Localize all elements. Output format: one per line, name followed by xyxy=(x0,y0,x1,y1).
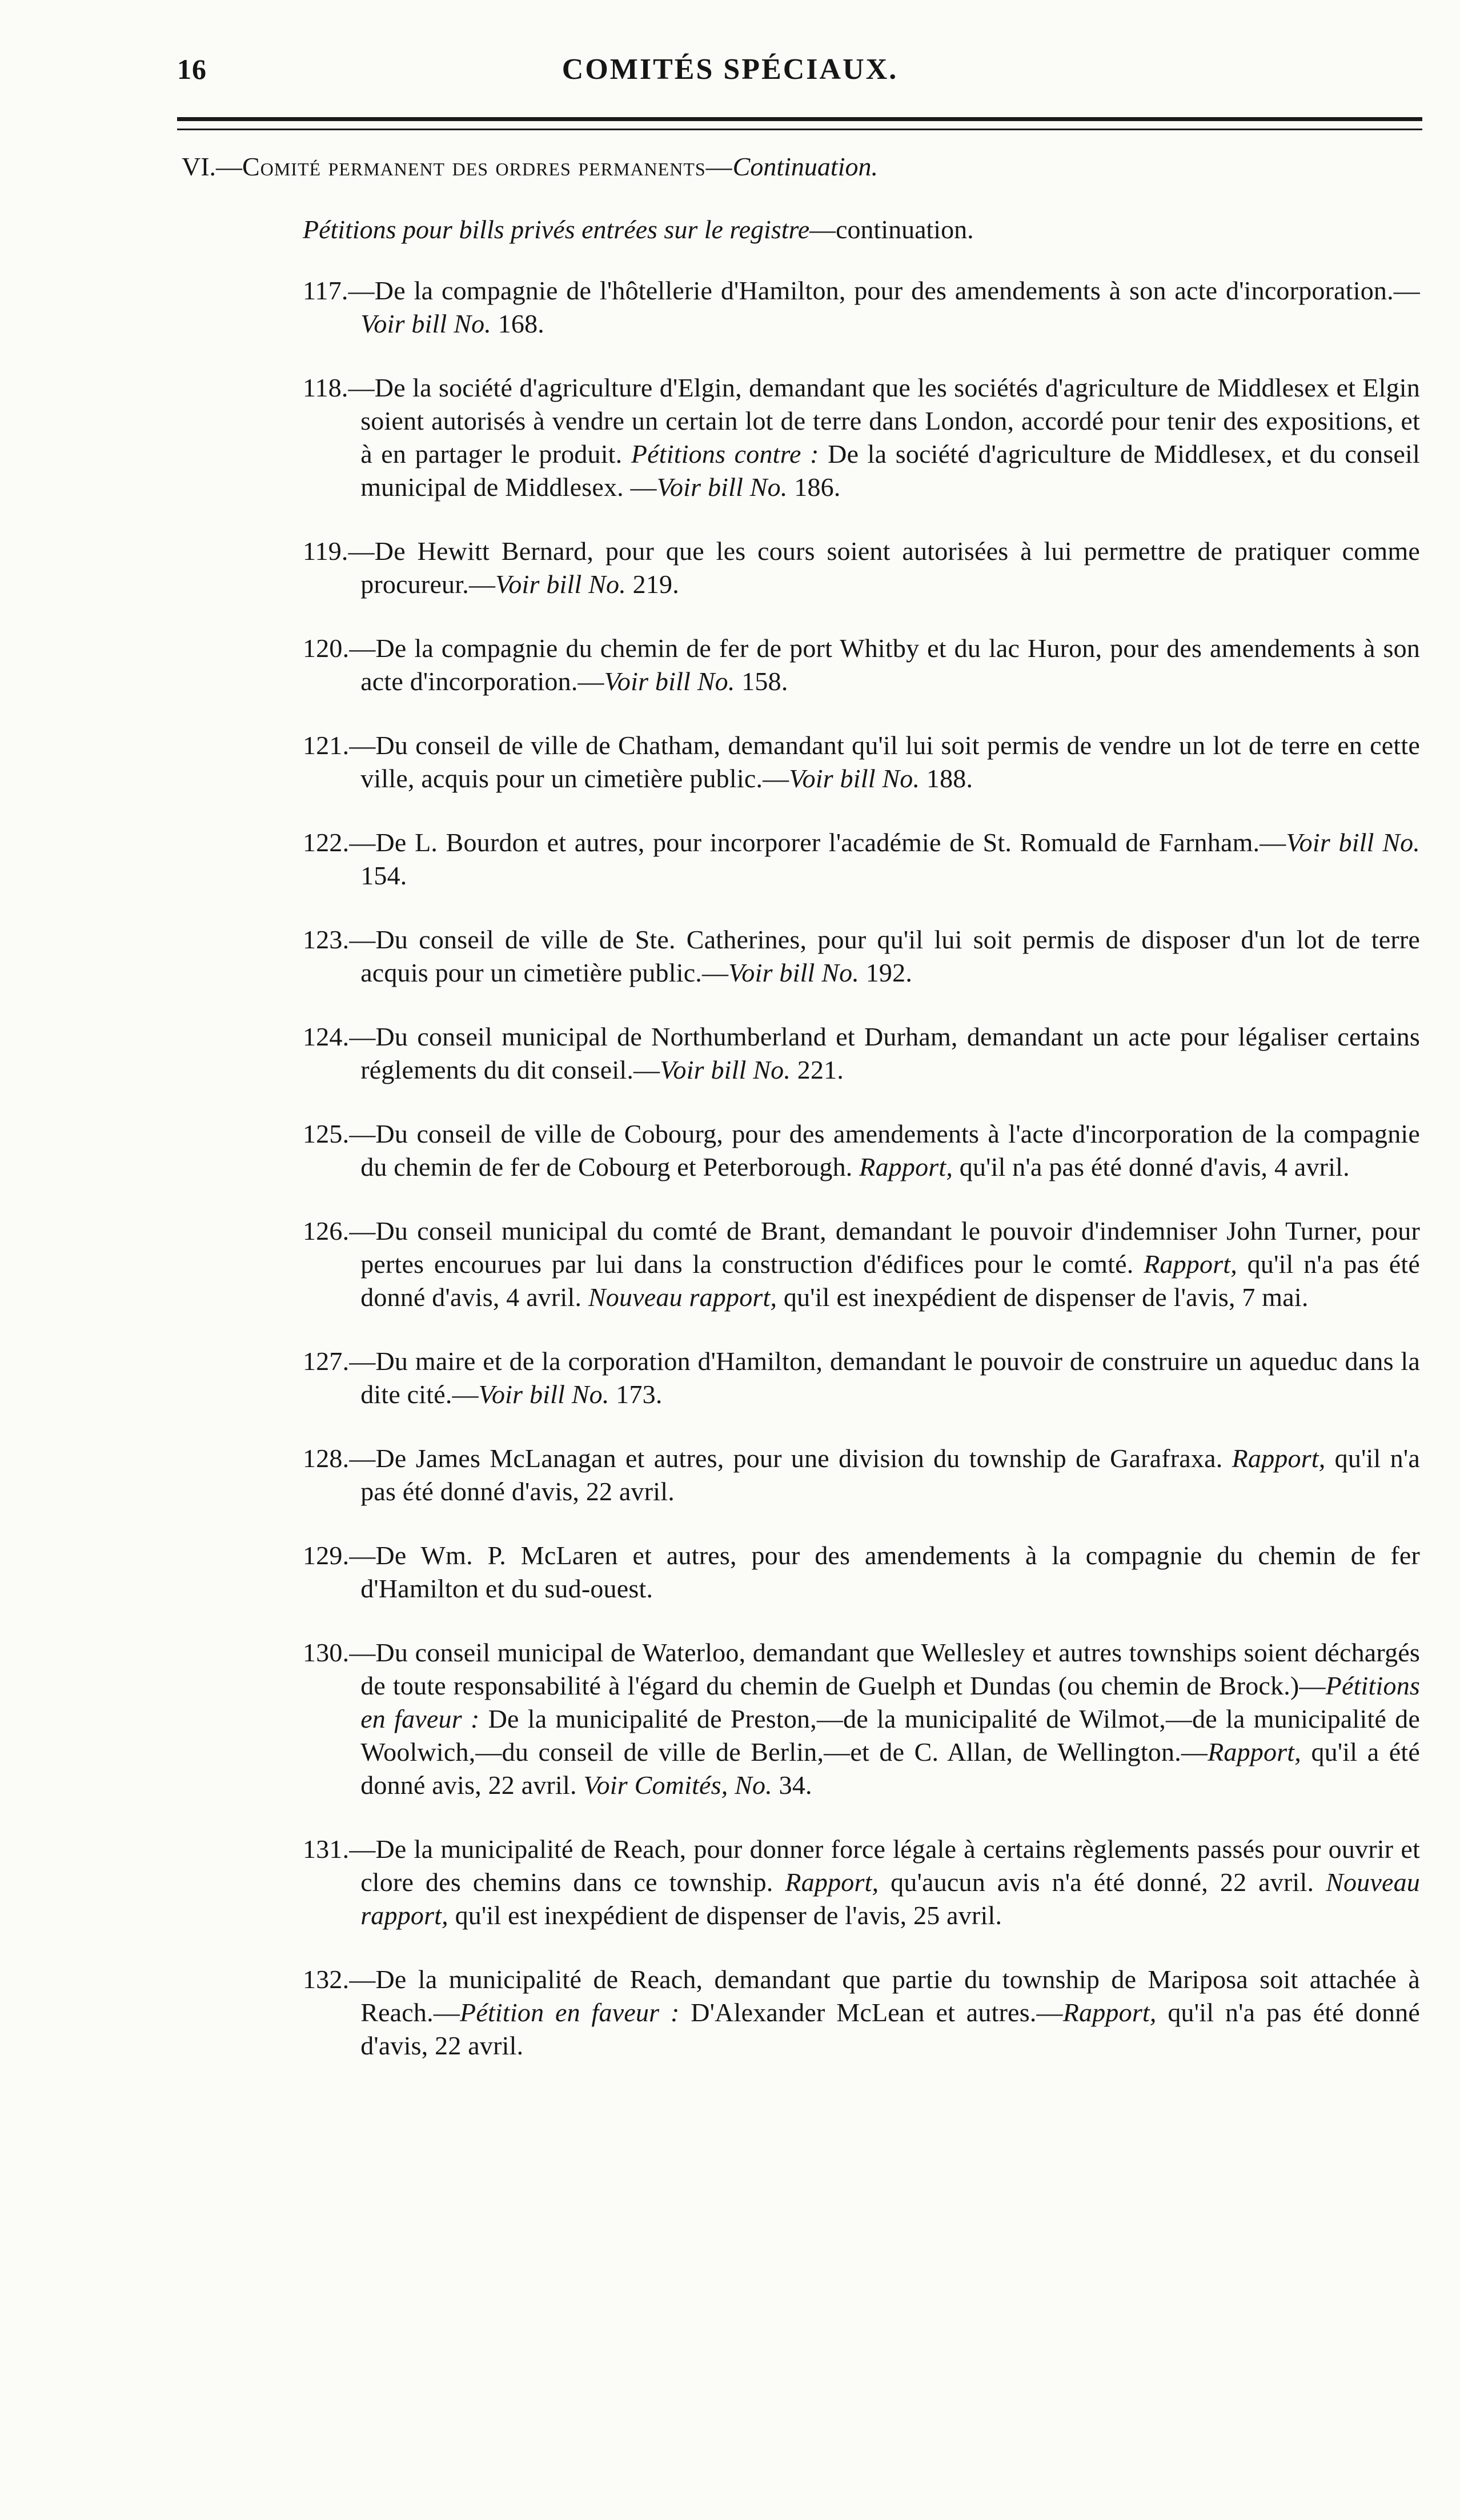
petition-text: —Du conseil municipal du comté de Brant, demandant le pouvoir d'indemniser John Turner, pour pertes encourues par lui dans la construction d'édifices pour le comté. xyxy=(349,1216,1420,1279)
petition-text: —De Wm. P. McLaren et autres, pour des amendements à la compagnie du chemin de fer d'Hamilton et du sud-ouest. xyxy=(349,1541,1420,1603)
petition-text-italic: Voir bill No. xyxy=(604,667,735,696)
petition-text: —De la société d'agriculture d'Elgin, demandant que les sociétés d'agriculture de Middlesex et Elgin soient autorisés à vendre un certain lot de terre dans London, accordé pour tenir des expositions, et à en partager le produit. xyxy=(348,373,1420,468)
section-heading xyxy=(182,150,1421,184)
petition-text-italic: Voir bill No. xyxy=(728,958,860,987)
petition-text-italic: Voir bill No. xyxy=(660,1055,791,1084)
petition-text: —Du conseil de ville de Ste. Catherines, pour qu'il lui soit permis de disposer d'un lot de terre acquis pour un cimetière public.— xyxy=(349,925,1420,987)
petition-text: —De James McLanagan et autres, pour une division du township de Garafraxa. xyxy=(349,1444,1232,1473)
petition-entry xyxy=(303,826,1420,892)
petition-text: qu'il a été donné avis, 22 avril. xyxy=(360,1737,1421,1800)
page-number: 16 xyxy=(177,53,207,85)
petition-text: —Du conseil de ville de Cobourg, pour des amendements à l'acte d'incorporation de la compagnie du chemin de fer de Cobourg et Peterborough. xyxy=(349,1119,1420,1181)
petition-number: 123. xyxy=(303,925,350,954)
petition-text-italic: Voir bill No. xyxy=(656,472,788,502)
petition-text-italic: Rapport, xyxy=(1208,1737,1301,1766)
petition-entry xyxy=(303,923,1420,989)
petition-entry xyxy=(303,1539,1420,1605)
petition-number: 128. xyxy=(303,1444,350,1473)
petition-text-italic: Pétition en faveur : xyxy=(460,1998,680,2027)
petition-text-italic: Voir bill No. xyxy=(789,764,920,793)
petition-text-italic: Voir bill No. xyxy=(495,570,626,599)
petition-text-italic: Nouveau rapport, xyxy=(360,1868,1420,1930)
petition-entry xyxy=(303,274,1420,340)
petition-text: 186. xyxy=(787,472,841,502)
petition-text-italic: Voir bill No. xyxy=(360,309,491,338)
petition-text: 219. xyxy=(625,570,679,599)
petition-number: 121. xyxy=(303,731,350,760)
petition-text: —De L. Bourdon et autres, pour incorporer l'académie de St. Romuald de Farnham.— xyxy=(349,828,1286,857)
petition-entry xyxy=(303,1020,1420,1087)
petition-list xyxy=(303,274,1420,2093)
petition-text: qu'aucun avis n'a été donné, 22 avril. xyxy=(879,1868,1326,1897)
petition-number: 132. xyxy=(303,1965,350,1994)
petition-number: 122. xyxy=(303,828,350,857)
petition-text: qu'il est inexpédient de dispenser de l'avis, 7 mai. xyxy=(777,1283,1309,1312)
petition-text: 34. xyxy=(772,1770,812,1800)
petition-number: 117. xyxy=(303,276,348,305)
petition-entry xyxy=(303,1963,1420,2062)
petition-number: 120. xyxy=(303,634,350,663)
running-title: COMITÉS SPÉCIAUX. xyxy=(561,53,899,86)
section-continuation: Continuation. xyxy=(732,152,878,181)
subheading-plain: —continuation. xyxy=(809,215,974,244)
subheading xyxy=(303,213,974,247)
petition-text-italic: Rapport, xyxy=(785,1868,879,1897)
petition-text-italic: Rapport, xyxy=(1144,1249,1237,1279)
petition-number: 118. xyxy=(303,373,348,402)
petition-text-italic: Pétitions contre : xyxy=(631,439,819,468)
petition-text: 168. xyxy=(491,309,544,338)
petition-text-italic: Nouveau rapport, xyxy=(588,1283,777,1312)
header-rule-thin xyxy=(177,129,1422,130)
petition-text: qu'il est inexpédient de dispenser de l'avis, 25 avril. xyxy=(448,1901,1002,1930)
petition-text: —Du maire et de la corporation d'Hamilton, demandant le pouvoir de construire un aqueduc dans la dite cité.— xyxy=(349,1347,1420,1409)
petition-entry xyxy=(303,729,1420,795)
petition-entry xyxy=(303,1636,1420,1802)
petition-text: —Du conseil municipal de Northumberland et Durham, demandant un acte pour légaliser certains réglements du dit conseil.— xyxy=(349,1022,1420,1084)
petition-text: 188. xyxy=(920,764,973,793)
petition-text-italic: Rapport, xyxy=(859,1152,953,1181)
petition-text: qu'il n'a pas été donné d'avis, 22 avril. xyxy=(360,1444,1420,1506)
petition-text: —De Hewitt Bernard, pour que les cours soient autorisées à lui permettre de pratiquer comme procureur.— xyxy=(348,536,1420,599)
petition-text: De la société d'agriculture de Middlesex, et du conseil municipal de Middlesex. — xyxy=(360,439,1421,502)
petition-text-italic: Pétitions en faveur : xyxy=(360,1671,1420,1733)
header-rule-thick xyxy=(177,117,1422,121)
petition-entry xyxy=(303,1442,1420,1508)
section-prefix: VI.— xyxy=(182,152,243,181)
petition-text-italic: Voir bill No. xyxy=(478,1380,609,1409)
petition-text: qu'il n'a pas été donné d'avis, 4 avril. xyxy=(953,1152,1350,1181)
petition-text-italic: Rapport, xyxy=(1232,1444,1326,1473)
petition-text: 173. xyxy=(609,1380,663,1409)
petition-entry xyxy=(303,1345,1420,1411)
petition-text: D'Alexander McLean et autres.— xyxy=(679,1998,1063,2027)
petition-number: 125. xyxy=(303,1119,350,1148)
petition-entry xyxy=(303,632,1420,698)
petition-number: 131. xyxy=(303,1834,350,1864)
petition-number: 127. xyxy=(303,1347,350,1376)
petition-entry xyxy=(303,371,1420,504)
petition-text: —Du conseil de ville de Chatham, demandant qu'il lui soit permis de vendre un lot de terre en cette ville, acquis pour un cimetière public.— xyxy=(349,731,1420,793)
petition-text: —De la municipalité de Reach, pour donner force légale à certains règlements passés pour ouvrir et clore des chemins dans ce township. xyxy=(349,1834,1420,1897)
petition-number: 126. xyxy=(303,1216,350,1245)
petition-text: —Du conseil municipal de Waterloo, demandant que Wellesley et autres townships soient déchargés de toute responsabilité à l'égard du chemin de Guelph et Dundas (ou chemin de Brock.)— xyxy=(349,1638,1420,1700)
petition-text: —De la compagnie de l'hôtellerie d'Hamilton, pour des amendements à son acte d'incorporation.— xyxy=(348,276,1420,305)
petition-number: 119. xyxy=(303,536,348,566)
petition-text: qu'il n'a pas été donné d'avis, 22 avril. xyxy=(360,1998,1420,2060)
petition-number: 130. xyxy=(303,1638,350,1667)
petition-text: —De la compagnie du chemin de fer de port Whitby et du lac Huron, pour des amendements à son acte d'incorporation.— xyxy=(349,634,1420,696)
petition-entry xyxy=(303,535,1420,601)
petition-text: 158. xyxy=(735,667,788,696)
petition-text: De la municipalité de Preston,—de la municipalité de Wilmot,—de la municipalité de Woolwich,—du conseil de ville de Berlin,—et de C. Allan, de Wellington.— xyxy=(360,1704,1421,1766)
petition-entry xyxy=(303,1833,1420,1932)
petition-entry xyxy=(303,1215,1420,1314)
petition-number: 124. xyxy=(303,1022,350,1051)
petition-number: 129. xyxy=(303,1541,350,1570)
subheading-italic: Pétitions pour bills privés entrées sur le registre xyxy=(303,215,810,244)
petition-text: 154. xyxy=(360,861,407,890)
petition-text: qu'il n'a pas été donné d'avis, 4 avril. xyxy=(360,1249,1421,1312)
section-title: Comité permanent des ordres permanents— xyxy=(242,152,733,181)
petition-text-italic: Voir Comités, No. xyxy=(583,1770,772,1800)
petition-text: 221. xyxy=(791,1055,844,1084)
petition-text: 192. xyxy=(859,958,913,987)
petition-text-italic: Rapport, xyxy=(1062,1998,1157,2027)
petition-entry xyxy=(303,1117,1420,1184)
petition-text: —De la municipalité de Reach, demandant que partie du township de Mariposa soit attachée à Reach.— xyxy=(349,1965,1420,2027)
petition-text-italic: Voir bill No. xyxy=(1286,828,1420,857)
